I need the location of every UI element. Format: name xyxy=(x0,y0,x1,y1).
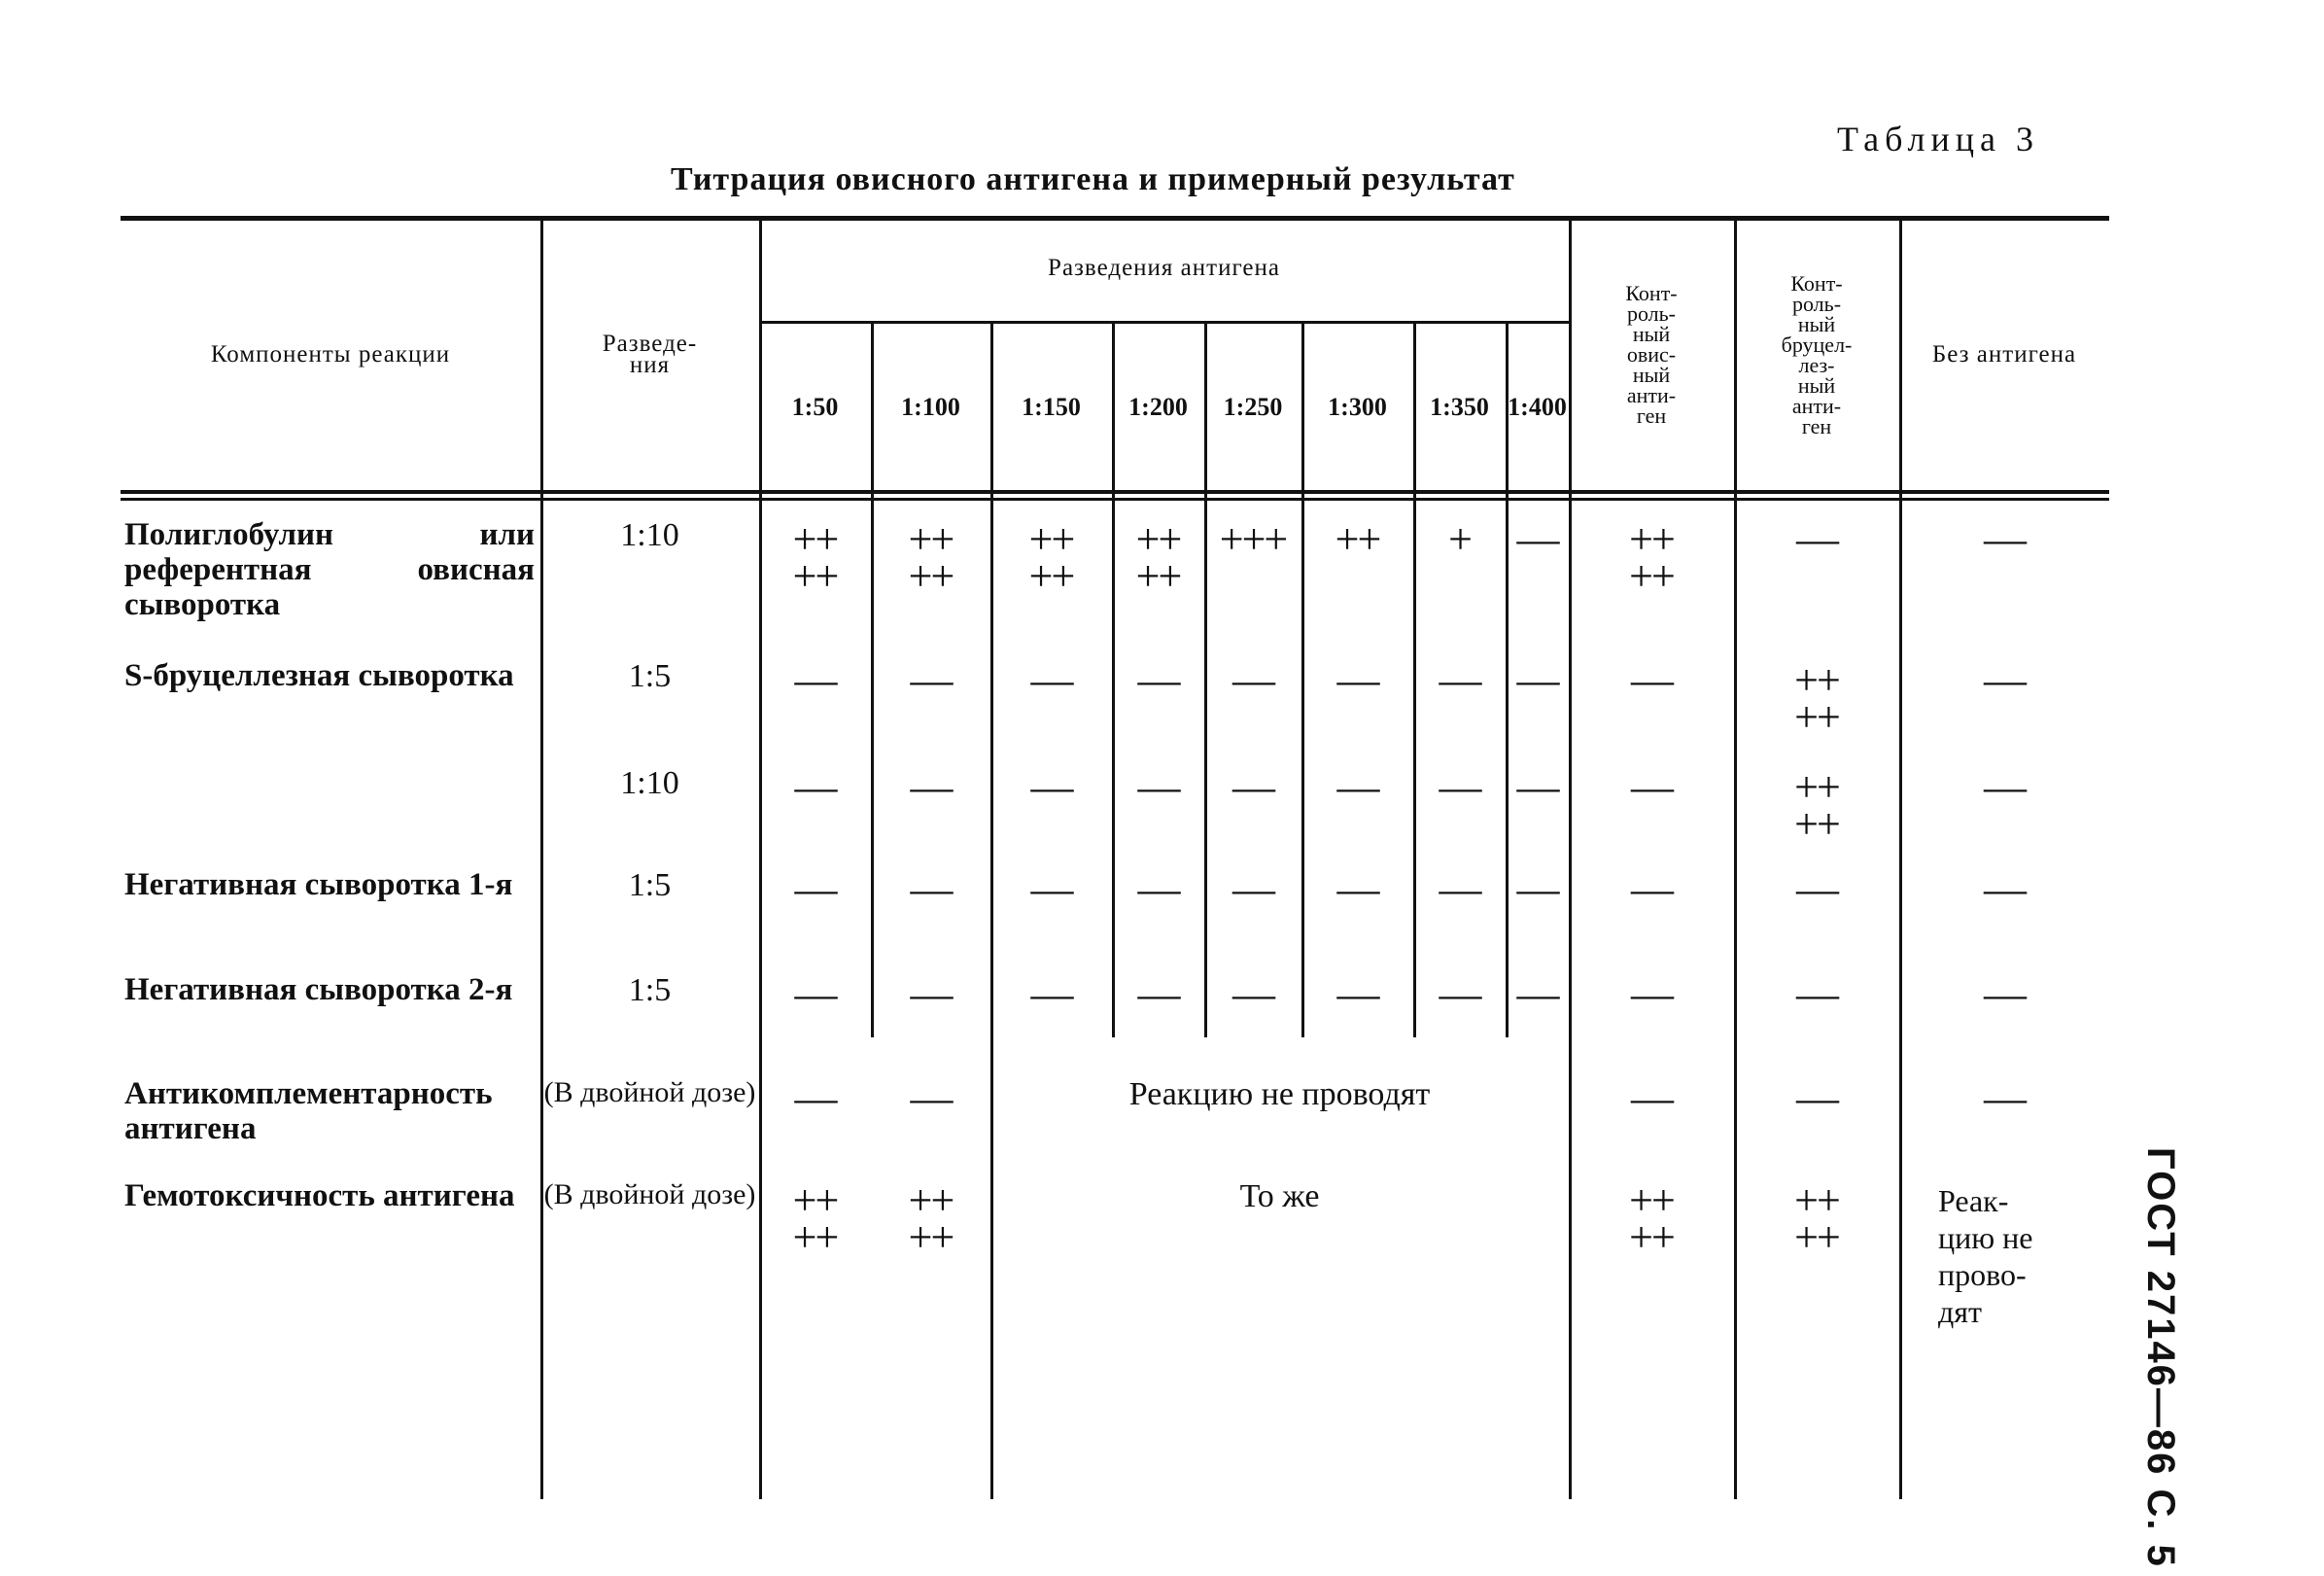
row-control-ovis: — xyxy=(1631,763,1672,811)
header-col-4: 1:200 xyxy=(1128,392,1188,421)
header-col-1: 1:50 xyxy=(791,392,839,421)
row-control-brucella: — xyxy=(1796,970,1837,1018)
row-value: — xyxy=(910,865,952,913)
header-components: Компоненты реакции xyxy=(210,340,451,368)
header-col-7: 1:350 xyxy=(1430,392,1489,421)
row-value: — xyxy=(1137,970,1179,1018)
row-no-antigen: — xyxy=(1984,865,2025,913)
row-control-ovis: ++ ++ xyxy=(1629,1176,1674,1261)
row-label: Негативная сыворотка 2-я xyxy=(124,972,513,1007)
titration-table xyxy=(121,216,2109,1499)
row-value: — xyxy=(794,656,836,704)
row-label: Гемотоксичность антигена xyxy=(124,1178,515,1213)
row-value: — xyxy=(1516,763,1558,811)
row-value: — xyxy=(794,1074,836,1122)
row-value: — xyxy=(1439,970,1480,1018)
row-dilution: 1:10 xyxy=(620,765,679,801)
row-value: — xyxy=(1232,656,1273,704)
row-control-brucella: — xyxy=(1796,1074,1837,1122)
row-no-antigen: — xyxy=(1984,515,2025,563)
header-no-antigen: Без антигена xyxy=(1931,340,2077,368)
row-label: S-бруцеллезная сыворотка xyxy=(124,658,514,693)
header-control-ovis: Конт- роль- ный овис- ный анти- ген xyxy=(1625,281,1678,428)
row-value: — xyxy=(1336,656,1378,704)
header-col-6: 1:300 xyxy=(1328,392,1387,421)
row-value: — xyxy=(1030,865,1072,913)
row-no-antigen: — xyxy=(1984,1074,2025,1122)
row-value: ++ ++ xyxy=(1135,515,1181,600)
row-value: +++ xyxy=(1219,515,1287,563)
row-control-ovis: ++ ++ xyxy=(1629,515,1674,600)
row-control-brucella: ++ ++ xyxy=(1794,763,1839,848)
row-value: — xyxy=(1516,970,1558,1018)
row-control-brucella: — xyxy=(1796,865,1837,913)
row-value: — xyxy=(1030,763,1072,811)
row-value: — xyxy=(1439,865,1480,913)
row-value: — xyxy=(1516,656,1558,704)
header-dilution: Разведе- ния xyxy=(602,330,698,378)
row-value: — xyxy=(1336,865,1378,913)
row-dilution: 1:5 xyxy=(628,972,672,1008)
row-value: ++ ++ xyxy=(792,1176,838,1261)
header-col-3: 1:150 xyxy=(1022,392,1081,421)
row-value: — xyxy=(1336,763,1378,811)
row-control-brucella: — xyxy=(1796,515,1837,563)
row-value: — xyxy=(1336,970,1378,1018)
row-value: — xyxy=(1137,763,1179,811)
row-dilution: 1:10 xyxy=(620,517,679,553)
row-value: — xyxy=(794,970,836,1018)
row-value: ++ xyxy=(1335,515,1380,563)
row-value: ++ ++ xyxy=(908,1176,954,1261)
header-col-8: 1:400 xyxy=(1508,392,1567,421)
row-value: — xyxy=(1439,763,1480,811)
row-control-ovis: — xyxy=(1631,865,1672,913)
row-dilution: (В двойной дозе) xyxy=(543,1076,756,1108)
page-side-label: ГОСТ 27146—86 С. 5 xyxy=(2139,1147,2182,1568)
row-span-text: Реакцию не проводят xyxy=(1128,1076,1431,1112)
header-col-2: 1:100 xyxy=(901,392,960,421)
row-value: ++ ++ xyxy=(792,515,838,600)
row-value: — xyxy=(1439,656,1480,704)
row-value: ++ ++ xyxy=(1028,515,1074,600)
header-rule-2 xyxy=(121,498,2109,501)
row-dilution: 1:5 xyxy=(628,658,672,694)
row-no-antigen: — xyxy=(1984,656,2025,704)
row-value: — xyxy=(1137,656,1179,704)
row-value: — xyxy=(1516,865,1558,913)
row-value: — xyxy=(1137,865,1179,913)
header-control-brucella: Конт- роль- ный бруцел- лез- ный анти- ген xyxy=(1781,270,1853,438)
row-value: — xyxy=(1516,515,1558,563)
row-no-antigen: — xyxy=(1984,763,2025,811)
row-dilution: 1:5 xyxy=(628,867,672,903)
row-value: — xyxy=(1232,865,1273,913)
row-value: — xyxy=(910,763,952,811)
header-col-5: 1:250 xyxy=(1223,392,1283,421)
row-value: — xyxy=(794,763,836,811)
row-value: — xyxy=(1232,970,1273,1018)
row-no-antigen: Реак- цию не прово- дят xyxy=(1938,1183,2033,1329)
row-dilution: (В двойной дозе) xyxy=(543,1178,756,1210)
row-control-brucella: ++ ++ xyxy=(1794,1176,1839,1261)
row-value: ++ ++ xyxy=(908,515,954,600)
row-control-ovis: — xyxy=(1631,1074,1672,1122)
row-span-text: То же xyxy=(1239,1178,1320,1214)
header-antigen-dilutions: Разведения антигена xyxy=(1048,255,1280,281)
row-control-ovis: — xyxy=(1631,656,1672,704)
row-value: — xyxy=(1232,763,1273,811)
row-value: — xyxy=(794,865,836,913)
row-value: — xyxy=(910,970,952,1018)
row-value: — xyxy=(1030,970,1072,1018)
row-value: — xyxy=(910,656,952,704)
table-title: Титрация овисного антигена и примерный результат xyxy=(671,161,1515,197)
row-no-antigen: — xyxy=(1984,970,2025,1018)
table-number: Таблица 3 xyxy=(1837,120,2039,158)
row-value: — xyxy=(910,1074,952,1122)
row-value: + xyxy=(1448,515,1471,563)
row-label: Полиглобулин или референтная овисная сыворотка xyxy=(124,517,535,622)
row-value: — xyxy=(1030,656,1072,704)
row-control-ovis: — xyxy=(1631,970,1672,1018)
row-control-brucella: ++ ++ xyxy=(1794,656,1839,741)
row-label: Антикомплементарность антигена xyxy=(124,1076,493,1146)
row-label: Негативная сыворотка 1-я xyxy=(124,867,513,902)
